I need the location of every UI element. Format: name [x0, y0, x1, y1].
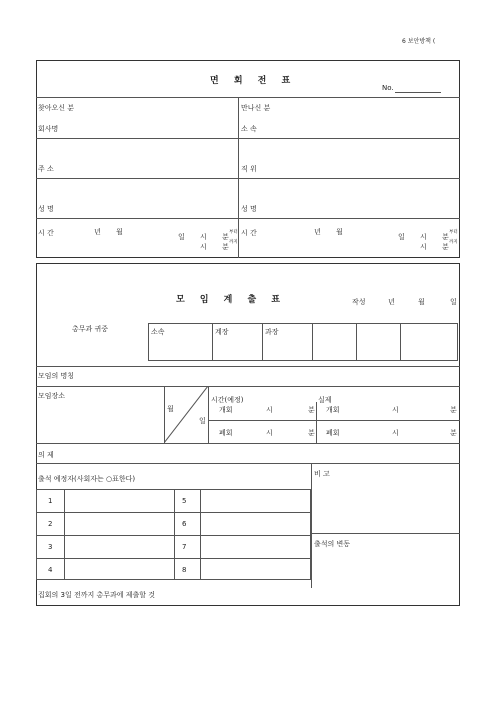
table-column-divider — [174, 489, 175, 580]
diagonal-line — [164, 386, 208, 443]
divider — [208, 420, 460, 421]
table-row-number: 8 — [182, 566, 187, 574]
to-label: 까지 — [229, 240, 238, 245]
close-label: 폐회 — [219, 429, 233, 437]
column-divider — [311, 463, 312, 588]
hour-label: 시 — [392, 429, 399, 437]
minute-label: 분 — [222, 243, 229, 251]
minute-label: 분 — [308, 406, 315, 414]
year-label: 년 — [94, 228, 101, 236]
addressee: 총무과 귀중 — [72, 325, 109, 333]
divider — [36, 366, 460, 367]
day-label: 일 — [450, 298, 457, 306]
time-label: 시 간 — [241, 229, 257, 237]
approval-divider — [400, 323, 401, 361]
footer-note: 집회의 3일 전까지 총무과에 제출할 것 — [38, 591, 156, 599]
to-label: 까지 — [449, 240, 458, 245]
approval-divider — [312, 323, 313, 361]
from-label: 부터 — [449, 230, 458, 235]
time-label: 시 간 — [38, 229, 54, 237]
divider — [36, 178, 460, 179]
approval-manager: 과장 — [265, 328, 279, 336]
table-row-number: 5 — [182, 497, 187, 505]
divider — [36, 97, 460, 98]
header-note: 6 보안방책 ( — [402, 38, 436, 45]
minute-label: 분 — [450, 429, 457, 437]
approval-chief: 계장 — [215, 328, 229, 336]
remarks-label: 비 고 — [314, 470, 330, 478]
divider — [36, 386, 460, 387]
hour-label: 시 — [200, 243, 207, 251]
hour-label: 시 — [266, 406, 273, 414]
divider — [36, 218, 460, 219]
hour-label: 시 — [420, 233, 427, 241]
column-divider — [316, 402, 317, 443]
month-label: 월 — [418, 298, 425, 306]
company-label: 회사명 — [38, 125, 59, 133]
actual-label: 실제 — [318, 396, 332, 404]
divider — [36, 463, 460, 464]
year-label: 년 — [388, 298, 395, 306]
hour-label: 시 — [266, 429, 273, 437]
meeting-name-label: 모임의 명칭 — [38, 372, 75, 380]
divider — [36, 138, 460, 139]
month-label: 월 — [116, 228, 123, 236]
divider — [36, 443, 460, 444]
meeting-form-title: 모 임 계 출 표 — [176, 295, 287, 305]
address-label: 주 소 — [38, 165, 54, 173]
divider — [311, 533, 460, 534]
approval-divider — [356, 323, 357, 361]
table-row-number: 3 — [48, 543, 53, 551]
position-label: 직 위 — [241, 165, 257, 173]
hour-label: 시 — [200, 233, 207, 241]
minute-label: 분 — [442, 243, 449, 251]
month-col: 월 — [167, 405, 174, 413]
open-label: 개회 — [326, 406, 340, 414]
time-planned-label: 시간(예정) — [211, 396, 244, 404]
change-label: 출석의 변동 — [314, 540, 351, 548]
visitor-form-title: 면 회 전 표 — [210, 76, 297, 86]
minute-label: 분 — [442, 233, 449, 241]
table-row-number: 7 — [182, 543, 187, 551]
approval-dept: 소속 — [151, 328, 165, 336]
open-label: 개회 — [219, 406, 233, 414]
day-label: 일 — [398, 233, 405, 241]
host-label: 만나신 분 — [241, 104, 271, 112]
table-column-divider — [200, 489, 201, 580]
minute-label: 분 — [450, 406, 457, 414]
attendees-label: 출석 예정자(사회자는 ○표한다) — [38, 475, 136, 483]
year-label: 년 — [314, 228, 321, 236]
column-divider — [238, 97, 239, 258]
host-name-label: 성 명 — [241, 205, 257, 213]
visitor-label: 찾아오신 분 — [38, 104, 75, 112]
minute-label: 분 — [308, 429, 315, 437]
table-row-number: 2 — [48, 520, 53, 528]
approval-divider — [212, 323, 213, 361]
visitor-name-label: 성 명 — [38, 205, 54, 213]
table-row-number: 6 — [182, 520, 187, 528]
day-label: 일 — [178, 233, 185, 241]
department-label: 소 속 — [241, 125, 257, 133]
place-label: 모임장소 — [38, 392, 66, 400]
hour-label: 시 — [392, 406, 399, 414]
month-label: 월 — [336, 228, 343, 236]
table-row-number: 1 — [48, 497, 53, 505]
table-column-divider — [64, 489, 65, 580]
table-row-number: 4 — [48, 566, 53, 574]
agenda-label: 의 제 — [38, 451, 54, 459]
approval-divider — [262, 323, 263, 361]
column-divider — [208, 386, 209, 443]
written-label: 작성 — [352, 298, 366, 306]
from-label: 부터 — [229, 230, 238, 235]
form-number-line — [395, 92, 441, 93]
hour-label: 시 — [420, 243, 427, 251]
minute-label: 분 — [222, 233, 229, 241]
form-number-label: No. — [382, 84, 394, 92]
close-label: 폐회 — [326, 429, 340, 437]
approval-box — [148, 323, 458, 361]
day-col: 일 — [199, 417, 206, 425]
